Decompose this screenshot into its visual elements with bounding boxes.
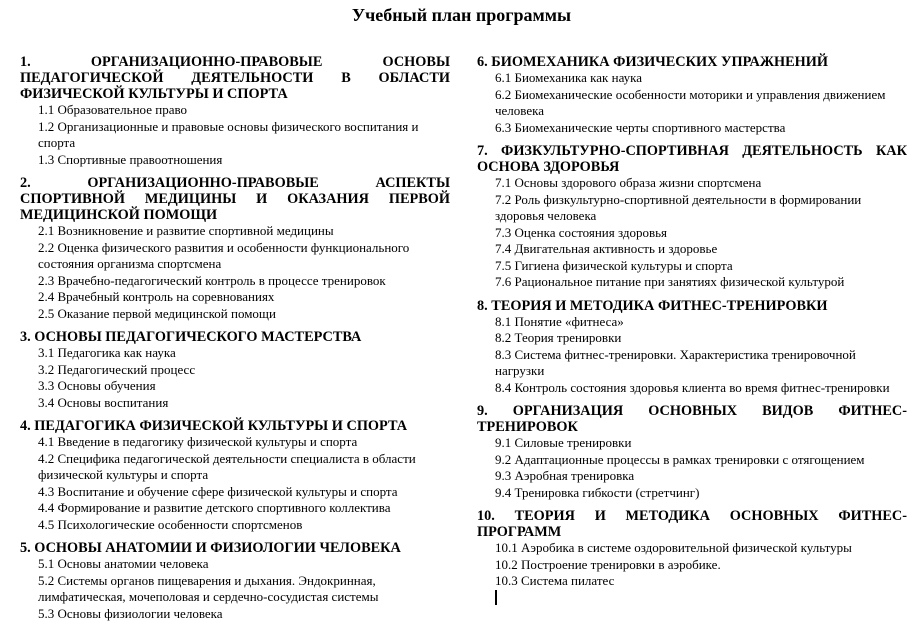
section-items [495,70,907,136]
section-3 [20,329,450,411]
list-item: 7.4 Двигательная активность и здоровье [495,241,718,256]
section-4 [20,418,450,533]
list-item: 2.2 Оценка физического развития и особенности функционального состояния организма спортсмена [38,239,410,271]
list-item: 7.2 Роль физкультурно-спортивной деятельности в формировании здоровья человека [495,191,862,223]
section-8 [477,298,907,397]
right-column [477,54,907,612]
list-item: 7.3 Оценка состояния здоровья [495,224,668,240]
section-7 [477,143,907,291]
section-heading: 8. ТЕОРИЯ И МЕТОДИКА ФИТНЕС-ТРЕНИРОВКИ [477,297,828,314]
section-items [38,223,450,322]
section-5 [20,540,450,622]
list-item: 9.3 Аэробная тренировка [495,468,635,483]
list-item: 9.1 Силовые тренировки [495,435,632,450]
list-item: 3.1 Педагогика как наука [38,345,176,360]
list-item: 8.4 Контроль состояния здоровья клиента во время фитнес-тренировки [495,379,890,395]
list-item: 2.3 Врачебно-педагогический контроль в процессе тренировок [38,272,386,288]
section-heading: 1. ОРГАНИЗАЦИОННО-ПРАВОВЫЕ ОСНОВЫ ПЕДАГОГИЧЕСКОЙ ДЕЯТЕЛЬНОСТИ В ОБЛАСТИ ФИЗИЧЕСКОЙ КУЛЬТУРЫ И СПОРТА [20,54,450,102]
text-cursor [495,590,497,605]
list-item: 4.1 Введение в педагогику физической культуры и спорта [38,434,358,449]
list-item: 9.4 Тренировка гибкости (стретчинг) [495,484,700,500]
list-item: 5.3 Основы физиологии человека [38,605,223,621]
list-item: 4.4 Формирование и развитие детского спортивного коллектива [38,500,391,515]
section-items [38,102,450,168]
left-column [20,54,450,629]
list-item: 2.4 Врачебный контроль на соревнованиях [38,289,275,304]
list-item: 4.2 Специфика педагогической деятельности специалиста в области физической культуры и спорта [38,450,416,482]
section-items [495,435,907,501]
section-items [495,175,907,291]
list-item: 2.5 Оказание первой медицинской помощи [38,305,276,321]
section-items [38,434,450,533]
list-item: 6.3 Биомеханические черты спортивного мастерства [495,119,786,135]
list-item: 7.1 Основы здорового образа жизни спортсмена [495,175,762,190]
list-item: 1.3 Спортивные правоотношения [38,151,223,167]
list-item: 10.3 Система пилатес [495,573,615,588]
list-item: 4.5 Психологические особенности спортсменов [38,516,303,532]
list-item: 10.1 Аэробика в системе оздоровительной физической культуры [495,540,852,555]
list-item: 1.2 Организационные и правовые основы физического воспитания и спорта [38,118,419,150]
list-item: 6.1 Биомеханика как наука [495,70,643,85]
section-items [495,540,907,590]
list-item: 5.1 Основы анатомии человека [38,556,209,571]
section-9 [477,403,907,501]
list-item: 10.2 Построение тренировки в аэробике. [495,556,721,572]
section-heading: 2. ОРГАНИЗАЦИОННО-ПРАВОВЫЕ АСПЕКТЫ СПОРТИВНОЙ МЕДИЦИНЫ И ОКАЗАНИЯ ПЕРВОЙ МЕДИЦИНСКОЙ ПОМОЩИ [20,175,450,223]
list-item: 8.2 Теория тренировки [495,330,622,345]
section-heading: 9. ОРГАНИЗАЦИЯ ОСНОВНЫХ ВИДОВ ФИТНЕС-ТРЕНИРОВОК [477,403,907,435]
section-heading: 7. ФИЗКУЛЬТУРНО-СПОРТИВНАЯ ДЕЯТЕЛЬНОСТЬ КАК ОСНОВА ЗДОРОВЬЯ [477,143,907,175]
list-item: 3.4 Основы воспитания [38,394,169,410]
list-item: 8.3 Система фитнес-тренировки. Характеристика тренировочной нагрузки [495,346,856,378]
list-item: 7.5 Гигиена физической культуры и спорта [495,257,733,273]
list-item: 2.1 Возникновение и развитие спортивной медицины [38,223,334,238]
list-item: 6.2 Биомеханические особенности моторики и управления движением человека [495,86,886,118]
section-heading: 10. ТЕОРИЯ И МЕТОДИКА ОСНОВНЫХ ФИТНЕС-ПРОГРАММ [477,508,907,540]
section-heading: 4. ПЕДАГОГИКА ФИЗИЧЕСКОЙ КУЛЬТУРЫ И СПОРТА [20,418,408,434]
list-item: 3.3 Основы обучения [38,378,156,393]
section-heading: 6. БИОМЕХАНИКА ФИЗИЧЕСКИХ УПРАЖНЕНИЙ [477,54,828,70]
section-1 [20,54,450,168]
list-item: 8.1 Понятие «фитнеса» [495,313,624,329]
section-heading: 3. ОСНОВЫ ПЕДАГОГИЧЕСКОГО МАСТЕРСТВА [20,329,362,345]
list-item: 7.6 Рациональное питание при занятиях физической культурой [495,274,845,289]
list-item: 1.1 Образовательное право [38,102,188,117]
page-title: Учебный план программы [351,5,572,25]
list-item: 4.3 Воспитание и обучение сфере физической культуры и спорта [38,483,398,499]
list-item: 9.2 Адаптационные процессы в рамках тренировки с отягощением [495,451,865,467]
section-10 [477,508,907,605]
section-heading: 5. ОСНОВЫ АНАТОМИИ И ФИЗИОЛОГИИ ЧЕЛОВЕКА [20,540,401,556]
section-items [38,345,450,411]
list-item: 3.2 Педагогический процесс [38,361,196,377]
section-6 [477,54,907,136]
section-items [38,556,450,622]
section-items [495,314,907,397]
list-item: 5.2 Системы органов пищеварения и дыхания. Эндокринная, лимфатическая, мочеполовая и сердечно-сосудистая системы [38,572,379,604]
section-2 [20,175,450,322]
